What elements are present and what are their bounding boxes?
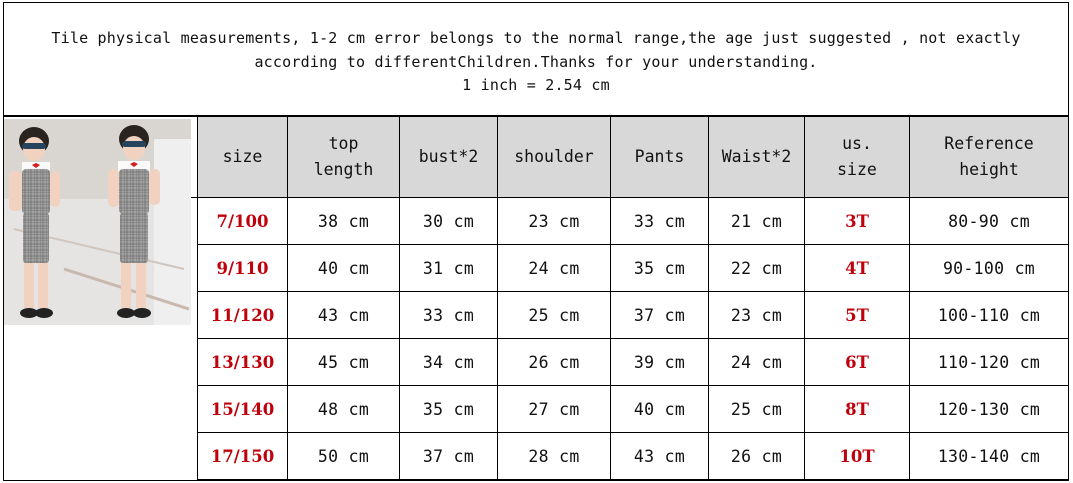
product-photo (4, 119, 191, 325)
cell-waist: 25 cm (709, 386, 805, 433)
cell-top: 38 cm (288, 198, 400, 245)
cell-us: 6T (805, 339, 910, 386)
header-label: Reference (944, 133, 1034, 153)
header-pants (611, 116, 709, 198)
size-notice (3, 2, 1069, 116)
header-shoulder (498, 116, 611, 198)
cell-top: 40 cm (288, 245, 400, 292)
cell-bust: 31 cm (400, 245, 498, 292)
notice-line-3: 1 inch = 2.54 cm (462, 76, 610, 94)
cell-shoulder: 23 cm (498, 198, 611, 245)
notice-line-2: according to differentChildren.Thanks for your understanding. (254, 52, 818, 71)
cell-waist: 26 cm (709, 433, 805, 480)
header-label: Pants (634, 146, 685, 166)
cell-size: 15/140 (198, 386, 288, 433)
header-label: size (837, 159, 877, 179)
header-label: Waist*2 (721, 146, 792, 166)
cell-height: 80-90 cm (910, 198, 1069, 245)
cell-shoulder: 26 cm (498, 339, 611, 386)
header-label: bust*2 (418, 146, 479, 166)
cell-size: 17/150 (198, 433, 288, 480)
cell-us: 5T (805, 292, 910, 339)
header-label: us. (842, 133, 872, 153)
cell-size: 7/100 (198, 198, 288, 245)
cell-waist: 21 cm (709, 198, 805, 245)
cell-shoulder: 25 cm (498, 292, 611, 339)
cell-pants: 43 cm (611, 433, 709, 480)
cell-bust: 33 cm (400, 292, 498, 339)
cell-size: 13/130 (198, 339, 288, 386)
cell-top: 48 cm (288, 386, 400, 433)
header-label: shoulder (514, 146, 594, 166)
cell-bust: 35 cm (400, 386, 498, 433)
cell-us: 8T (805, 386, 910, 433)
header-top-length (288, 116, 400, 198)
cell-height: 110-120 cm (910, 339, 1069, 386)
notice-line-1: Tile physical measurements, 1-2 cm error belongs to the normal range,the age just suggested , not exactly (51, 29, 1021, 47)
cell-shoulder: 27 cm (498, 386, 611, 433)
header-label: size (222, 146, 263, 166)
cell-top: 43 cm (288, 292, 400, 339)
cell-shoulder: 24 cm (498, 245, 611, 292)
cell-us: 3T (805, 198, 910, 245)
cell-size: 11/120 (198, 292, 288, 339)
cell-top: 45 cm (288, 339, 400, 386)
cell-height: 90-100 cm (910, 245, 1069, 292)
cell-shoulder: 28 cm (498, 433, 611, 480)
header-label: top (328, 133, 359, 153)
cell-pants: 39 cm (611, 339, 709, 386)
cell-pants: 33 cm (611, 198, 709, 245)
cell-height: 130-140 cm (910, 433, 1069, 480)
header-label: length (313, 159, 374, 179)
cell-us: 4T (805, 245, 910, 292)
cell-bust: 30 cm (400, 198, 498, 245)
cell-size: 9/110 (198, 245, 288, 292)
cell-waist: 22 cm (709, 245, 805, 292)
cell-bust: 34 cm (400, 339, 498, 386)
header-label: height (959, 159, 1019, 179)
cell-height: 100-110 cm (910, 292, 1069, 339)
header-waist (709, 116, 805, 198)
cell-top: 50 cm (288, 433, 400, 480)
cell-waist: 24 cm (709, 339, 805, 386)
cell-pants: 35 cm (611, 245, 709, 292)
cell-pants: 37 cm (611, 292, 709, 339)
cell-waist: 23 cm (709, 292, 805, 339)
header-reference-height (910, 116, 1069, 198)
cell-pants: 40 cm (611, 386, 709, 433)
header-size (198, 116, 288, 198)
header-us-size (805, 116, 910, 198)
cell-height: 120-130 cm (910, 386, 1069, 433)
cell-us: 10T (805, 433, 910, 480)
header-bust (400, 116, 498, 198)
cell-bust: 37 cm (400, 433, 498, 480)
